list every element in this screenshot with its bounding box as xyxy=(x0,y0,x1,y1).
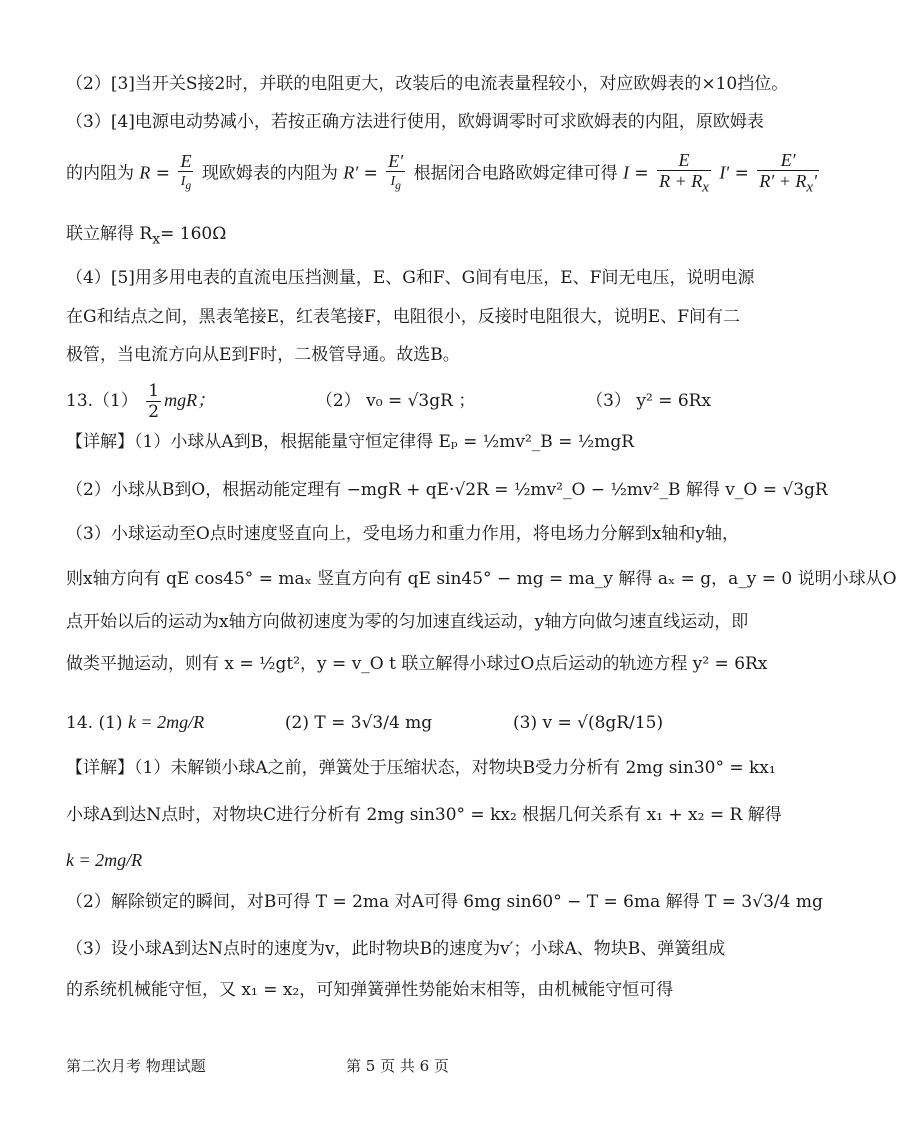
detail-line: 【详解】（1）小球从A到B，根据能量守恒定律得 Eₚ = ½mv²_B = ½mgR xyxy=(66,432,635,452)
answer-2: (2) T = 3√3/4 mg xyxy=(284,713,433,733)
detail-line: （2）解除锁定的瞬间，对B可得 T = 2ma 对A可得 6mg sin60° − T = 6ma 解得 T = 3√3/4 mg xyxy=(66,892,823,912)
answer-1: k = 2mg/R xyxy=(127,712,205,732)
detail-line: 则x轴方向有 qE cos45° = maₓ 竖直方向有 qE sin45° − mg = ma_y 解得 aₓ = g，a_y = 0 说明小球从O xyxy=(66,569,897,589)
question-number: 14. (1) xyxy=(66,713,123,733)
detail-line: 点开始以后的运动为x轴方向做初速度为零的匀加速直线运动，y轴方向做匀速直线运动，即 xyxy=(66,612,749,632)
detail-line: 小球A到达N点时，对物块C进行分析有 2mg sin30° = kx₂ 根据几何关系有 x₁ + x₂ = R 解得 xyxy=(66,805,782,825)
text-segment: 联立解得 R xyxy=(66,224,153,244)
text-line: （3）[4]电源电动势减小，若按正确方法进行使用，欧姆调零时可求欧姆表的内阻，原欧姆表 xyxy=(66,112,764,132)
answer-line xyxy=(66,700,663,745)
page-number: 第 5 页 共 6 页 xyxy=(346,1057,449,1075)
answer-1: mgR； xyxy=(164,390,216,410)
formula-line: 的内阻为 R = $\frac{E}{I_g}$ 现欧姆表的内阻为 R′ = $\frac{E'}{I_g}$ 根据闭合电路欧姆定律可得 I = $\frac{E}{R + R_x}$ I′ = $\frac{E'}{R' + R_x'}$ xyxy=(66,150,817,196)
detail-line: 做类平抛运动，则有 x = ½gt²，y = v_O t 联立解得小球过O点后运动的轨迹方程 y² = 6Rx xyxy=(66,654,768,674)
answer-2: （2） v₀ = √3gR ； xyxy=(315,391,476,411)
answer-3: (3) v = √(8gR/15) xyxy=(513,713,664,733)
answer-3: （3） y² = 6Rx xyxy=(586,391,712,411)
detail-line: （3）设小球A到达N点时的速度为v，此时物块B的速度为v′；小球A、物块B、弹簧组成 xyxy=(66,939,726,959)
detail-line: 【详解】（1）未解锁小球A之前，弹簧处于压缩状态，对物块B受力分析有 2mg sin30° = kx₁ xyxy=(66,758,776,778)
question-number: 13.（1） xyxy=(66,391,138,411)
text-line: （2）[3]当开关S接2时，并联的电阻更大，改装后的电流表量程较小，对应欧姆表的×10挡位。 xyxy=(66,74,789,94)
detail-line: k = 2mg/R xyxy=(66,850,143,870)
text-segment: 根据闭合电路欧姆定律可得 xyxy=(413,163,618,184)
formula-line: 联立解得 $R_x= 160\Omega$ xyxy=(66,224,227,248)
text-segment: 现欧姆表的内阻为 xyxy=(201,163,338,184)
answer-line: 13.（1） $\frac{1}{2}$ mgR； （2） v₀ = √3gR ； （3） y² = 6Rx xyxy=(66,381,712,422)
detail-line: （3）小球运动至O点时速度竖直向上，受电场力和重力作用，将电场力分解到x轴和y轴， xyxy=(66,524,739,544)
text-line: 在G和结点之间，黑表笔接E，红表笔接F，电阻很小，反接时电阻很大，说明E、F间有二 xyxy=(66,307,740,327)
text-line: （4）[5]用多用电表的直流电压挡测量，E、G和F、G间有电压，E、F间无电压，说明电源 xyxy=(66,268,755,288)
footer-title: 第二次月考 物理试题 xyxy=(66,1057,206,1075)
detail-line: 的系统机械能守恒，又 x₁ = x₂，可知弹簧弹性势能始末相等，由机械能守恒可得 xyxy=(66,980,674,1000)
text-segment: 的内阻为 xyxy=(66,163,134,184)
text-line: 极管，当电流方向从E到F时，二极管导通。故选B。 xyxy=(66,345,460,365)
text-segment: = 160Ω xyxy=(160,224,227,244)
detail-line: （2）小球从B到O，根据动能定理有 −mgR + qE·√2R = ½mv²_O − ½mv²_B 解得 v_O = √3gR xyxy=(66,480,828,500)
